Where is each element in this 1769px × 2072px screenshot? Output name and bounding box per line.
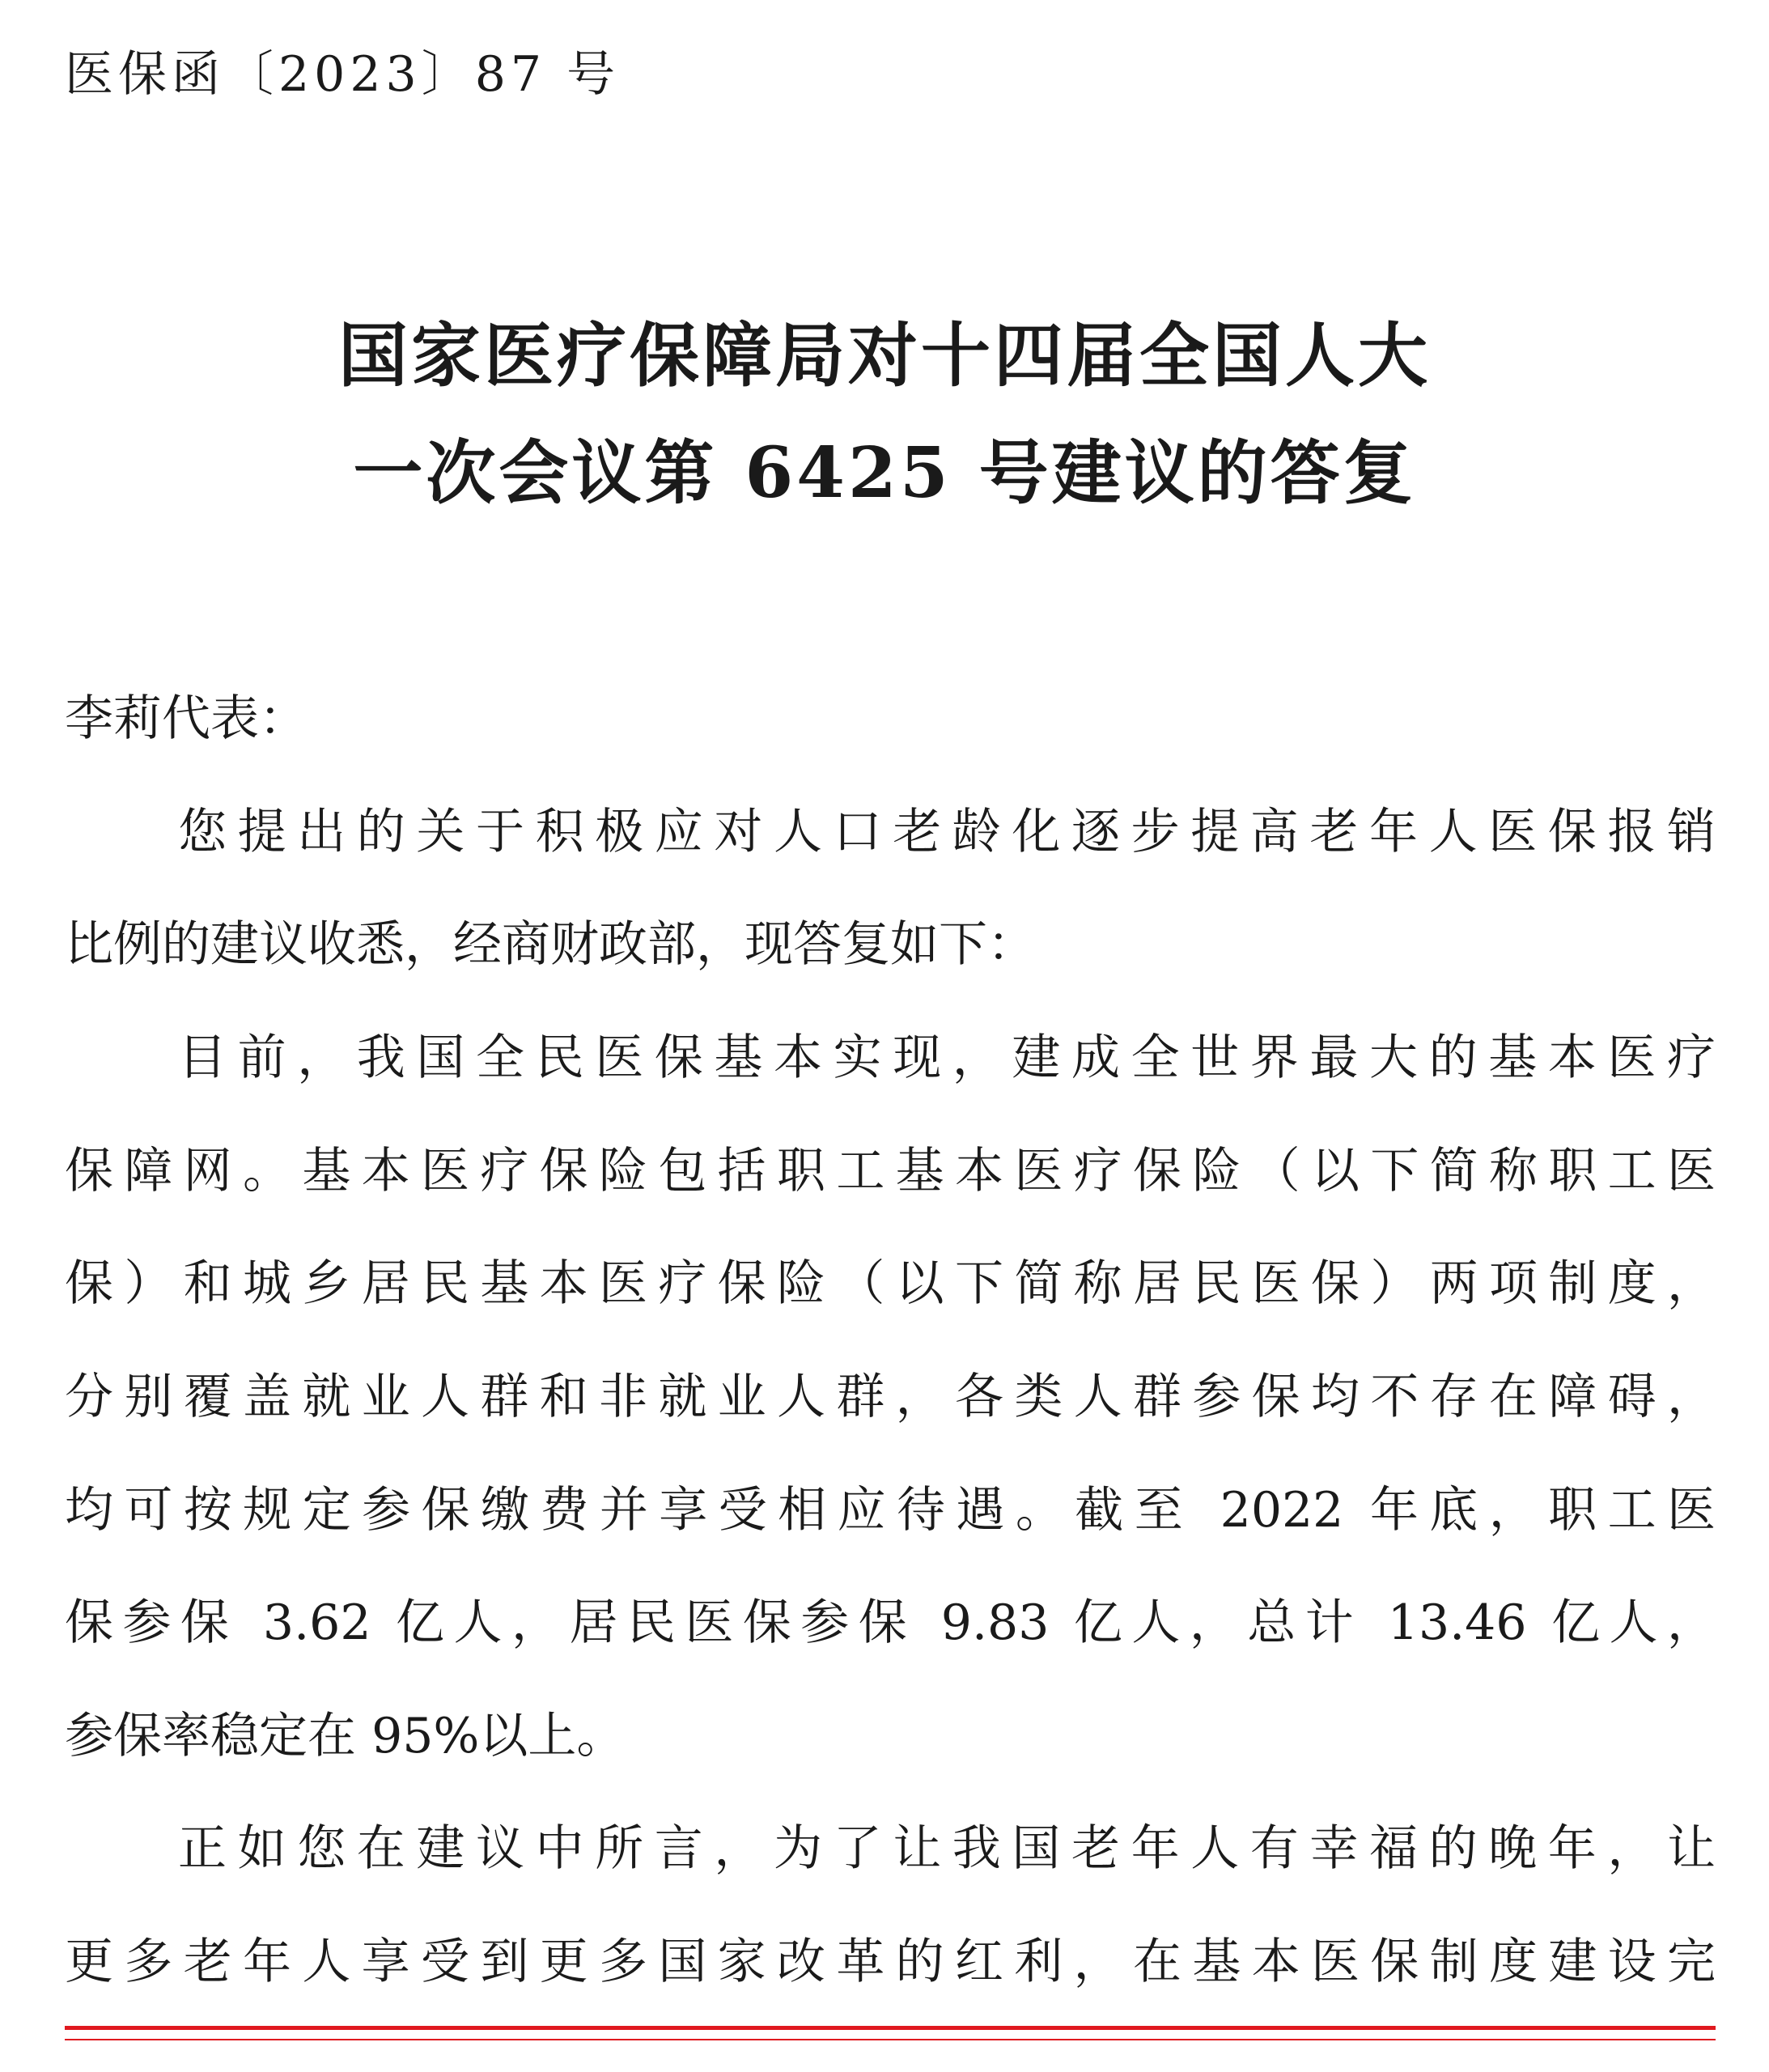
paragraph-line: 更多老年人享受到更多国家改革的红利，在基本医保制度建设完 xyxy=(65,1934,1716,1990)
paragraph-line: 目前，我国全民医保基本实现，建成全世界最大的基本医疗 xyxy=(178,1030,1716,1086)
red-divider-thick xyxy=(65,2026,1716,2030)
paragraph-line: 分别覆盖就业人群和非就业人群，各类人群参保均不存在障碍， xyxy=(65,1369,1716,1425)
document-number: 医保函〔2023〕87 号 xyxy=(65,46,621,103)
paragraph-line: 正如您在建议中所言，为了让我国老年人有幸福的晚年，让 xyxy=(178,1820,1716,1877)
paragraph-line: 均可按规定参保缴费并享受相应待遇。截至 2022 年底，职工医 xyxy=(65,1482,1716,1539)
red-divider-thin xyxy=(65,2039,1716,2040)
salutation: 李莉代表： xyxy=(65,690,308,747)
paragraph-line: 参保率稳定在 95%以上。 xyxy=(65,1708,626,1764)
paragraph-line: 您提出的关于积极应对人口老龄化逐步提高老年人医保报销 xyxy=(178,804,1716,860)
paragraph-line: 保参保 3.62 亿人，居民医保参保 9.83 亿人，总计 13.46 亿人， xyxy=(65,1594,1716,1651)
paragraph-line: 保）和城乡居民基本医疗保险（以下简称居民医保）两项制度， xyxy=(65,1255,1716,1312)
title-line-1: 国家医疗保障局对十四届全国人大 xyxy=(338,315,1431,397)
paragraph-line: 比例的建议收悉，经商财政部，现答复如下： xyxy=(65,916,1036,973)
paragraph-line: 保障网。基本医疗保险包括职工基本医疗保险（以下简称职工医 xyxy=(65,1143,1716,1199)
title-line-2: 一次会议第 6425 号建议的答复 xyxy=(353,432,1416,514)
